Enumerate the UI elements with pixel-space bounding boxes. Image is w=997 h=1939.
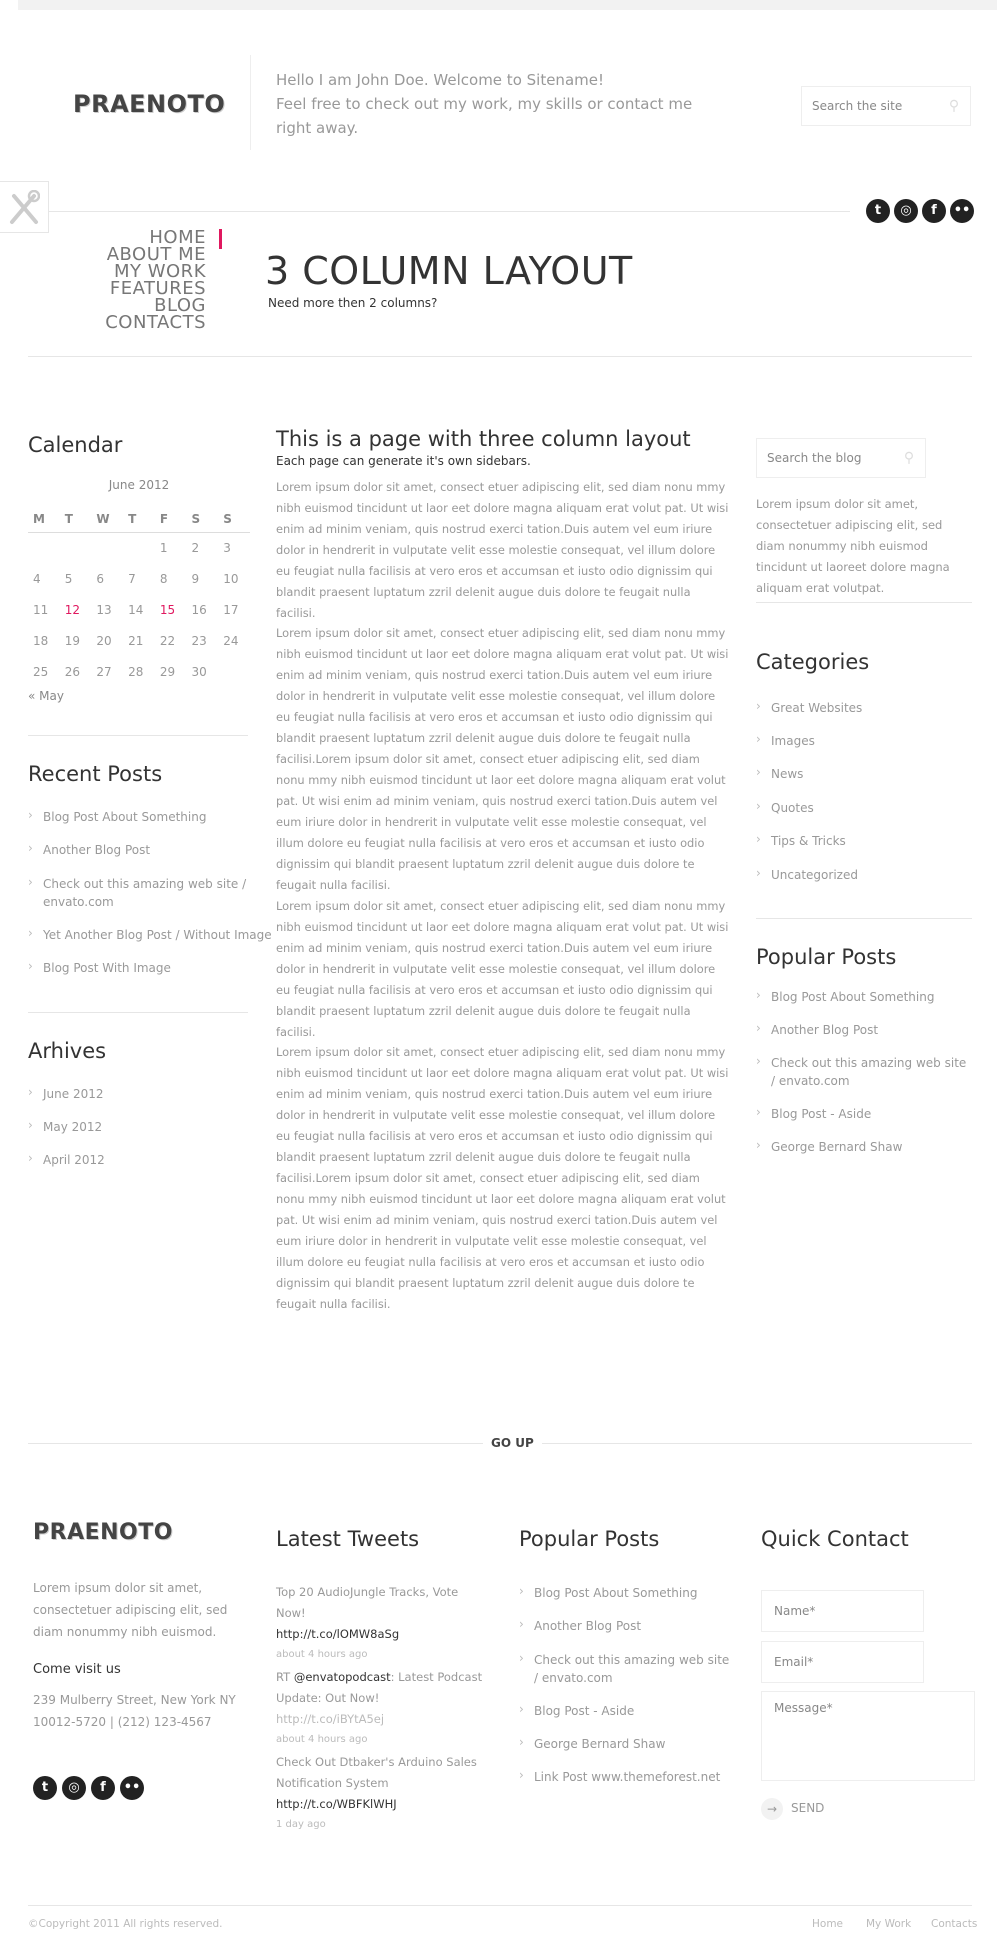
tweet-prefix: RT xyxy=(276,1670,294,1684)
calendar-day: 21 xyxy=(128,633,144,648)
nav-item-blog[interactable]: BLOG xyxy=(154,295,206,316)
chevron-right-icon: › xyxy=(519,1651,524,1665)
calendar-widget xyxy=(28,475,250,703)
calendar-day: 17 xyxy=(223,602,239,617)
name-field[interactable]: Name* xyxy=(761,1590,924,1632)
calendar-day: 20 xyxy=(96,633,112,648)
header-divider xyxy=(250,55,251,150)
calendar-day xyxy=(60,532,92,563)
footer-address: 239 Mulberry Street, New York NY 10012-5720 | (212) 123-4567 xyxy=(33,1693,236,1729)
search-icon[interactable]: ⚲ xyxy=(948,98,960,114)
footer-about: Lorem ipsum dolor sit amet, consectetuer adipiscing elit, sed diam nonummy nibh euismod. xyxy=(33,1581,228,1639)
recent-posts-title: Recent Posts xyxy=(28,762,163,786)
flickr-icon[interactable]: •• xyxy=(950,199,974,223)
calendar-prev-link[interactable]: « May xyxy=(28,689,64,703)
calendar-day: 5 xyxy=(64,571,73,586)
chevron-right-icon: › xyxy=(28,1118,33,1132)
copyright: ©Copyright 2011 All rights reserved. xyxy=(28,1918,223,1930)
tweet-link[interactable]: http://t.co/iBYtA5ej xyxy=(276,1712,385,1726)
visit-title: Come visit us xyxy=(33,1662,121,1677)
calendar-day xyxy=(123,532,155,563)
chevron-right-icon: › xyxy=(756,866,761,880)
calendar-day: 25 xyxy=(33,664,49,679)
site-search[interactable] xyxy=(801,86,971,126)
title-rule xyxy=(28,356,972,357)
facebook-icon[interactable]: f xyxy=(922,199,946,223)
calendar-weekday: T xyxy=(60,506,92,532)
message-field[interactable]: Message* xyxy=(761,1691,975,1781)
calendar-weekday: S xyxy=(218,506,250,532)
nav-active-marker xyxy=(219,229,222,249)
dribbble-icon[interactable]: ◎ xyxy=(62,1776,86,1800)
calendar-day: 27 xyxy=(96,664,112,679)
chevron-right-icon: › xyxy=(756,1054,761,1068)
calendar-day: 13 xyxy=(96,602,112,617)
calendar-day: 26 xyxy=(64,664,80,679)
facebook-icon[interactable]: f xyxy=(91,1776,115,1800)
welcome-line-1: Hello I am John Doe. Welcome to Sitename! xyxy=(276,71,604,89)
chevron-right-icon: › xyxy=(28,926,33,940)
welcome-line-2: Feel free to check out my work, my skills or contact me right away. xyxy=(276,95,693,137)
content-paragraph: Lorem ipsum dolor sit amet, consect etuer adipiscing elit, sed diam nonu mmy nibh euismod tincidunt ut laor eet dolore magna aliquam erat volut pat. Ut wisi enim ad minim veniam, quis nostrud exerci tation.Duis autem vel eum iriure dolor in hendrerit in vulputate velit esse molestie consequat, vel illum dolore eu feugiat nulla facilisis at vero eros et accumsan et iusto odio dignissim qui blandit praesent luptatum zzril delenit augue duis dolore te feugait nulla facilisi.Lorem ipsum dolor sit amet, consect etuer adipiscing elit, sed diam nonu mmy nibh euismod tincidunt ut laor eet dolore magna aliquam erat volut pat. Ut wisi enim ad minim veniam, quis nostrud exerci tation.Duis autem vel eum iriure dolor in hendrerit in vulputate velit esse molestie consequat, vel illum dolore eu feugiat nulla facilisis at vero eros et accumsan et iusto odio dignissim qui blandit praesent luptatum zzril delenit augue duis dolore te feugait nulla facilisi. xyxy=(276,626,729,892)
send-button[interactable] xyxy=(761,1798,841,1820)
sidebar-rule xyxy=(756,602,972,603)
chevron-right-icon: › xyxy=(28,1151,33,1165)
calendar-day xyxy=(218,656,250,687)
calendar-day: 22 xyxy=(159,633,176,648)
calendar-day: 7 xyxy=(128,571,136,586)
calendar-day: 11 xyxy=(33,602,49,617)
chevron-right-icon: › xyxy=(519,1768,524,1782)
calendar-day: 8 xyxy=(159,571,168,586)
calendar-weekday: M xyxy=(28,506,60,532)
chevron-right-icon: › xyxy=(28,959,33,973)
style-switcher-tab[interactable] xyxy=(0,181,49,233)
calendar-day: 10 xyxy=(223,571,239,586)
calendar-day: 3 xyxy=(223,540,231,555)
calendar-weekday: F xyxy=(155,506,187,532)
tweet-item xyxy=(276,1667,486,1750)
calendar-day xyxy=(28,532,60,563)
calendar-weekday: T xyxy=(123,506,155,532)
archives-title: Arhives xyxy=(28,1039,107,1063)
chevron-right-icon: › xyxy=(756,699,761,713)
chevron-right-icon: › xyxy=(756,1138,761,1152)
header-rule xyxy=(49,211,850,212)
blog-search-input[interactable]: Search the blog xyxy=(767,451,862,465)
chevron-right-icon: › xyxy=(756,799,761,813)
chevron-right-icon: › xyxy=(756,832,761,846)
calendar-weekday: W xyxy=(91,506,123,532)
calendar-caption: June 2012 xyxy=(108,478,170,492)
chevron-right-icon: › xyxy=(756,732,761,746)
calendar-weekday: S xyxy=(187,506,219,532)
tweet-handle[interactable]: @envatopodcast xyxy=(293,1670,391,1684)
footer-link-home[interactable]: Home xyxy=(812,1918,844,1930)
tweet-text: Top 20 AudioJungle Tracks, Vote Now! xyxy=(276,1585,459,1620)
chevron-right-icon: › xyxy=(756,988,761,1002)
chevron-right-icon: › xyxy=(519,1702,524,1716)
calendar-day: 14 xyxy=(128,602,144,617)
page-subtitle: Need more then 2 columns? xyxy=(268,296,438,310)
go-up-link[interactable]: GO UP xyxy=(483,1436,542,1450)
categories-title: Categories xyxy=(756,650,870,674)
footer-link-contacts[interactable]: Contacts xyxy=(931,1918,978,1930)
nav-item-contacts[interactable]: CONTACTS xyxy=(105,312,206,333)
nav-item-features[interactable]: FEATURES xyxy=(109,278,206,299)
sidebar-rule xyxy=(28,1012,248,1013)
calendar-day: 6 xyxy=(96,571,105,586)
calendar-day: 4 xyxy=(33,571,41,586)
chevron-right-icon: › xyxy=(519,1617,524,1631)
tweet-item xyxy=(276,1752,486,1835)
calendar-day: 16 xyxy=(191,602,207,617)
tools-icon xyxy=(8,190,40,226)
content-subtitle: Each page can generate it's own sidebars. xyxy=(276,454,531,468)
chevron-right-icon: › xyxy=(756,1105,761,1119)
footer-logo[interactable]: PRAENOTO xyxy=(33,1520,173,1545)
sidebar-rule xyxy=(28,735,248,736)
content-paragraph: Lorem ipsum dolor sit amet, consect etuer adipiscing elit, sed diam nonu mmy nibh euismod tincidunt ut laor eet dolore magna aliquam erat volut pat. Ut wisi enim ad minim veniam, quis nostrud exerci tation.Duis autem vel eum iriure dolor in hendrerit in vulputate velit esse molestie consequat, vel illum dolore eu feugiat nulla facilisis at vero eros et accumsan et iusto odio dignissim qui blandit praesent luptatum zzril delenit augue duis dolore te feugait nulla facilisi. xyxy=(276,899,729,1039)
calendar-day: 23 xyxy=(191,633,207,648)
main-nav xyxy=(60,229,206,331)
content-paragraph: Lorem ipsum dolor sit amet, consect etuer adipiscing elit, sed diam nonu mmy nibh euismod tincidunt ut laor eet dolore magna aliquam erat volut pat. Ut wisi enim ad minim veniam, quis nostrud exerci tation.Duis autem vel eum iriure dolor in hendrerit in vulputate velit esse molestie consequat, vel illum dolore eu feugiat nulla facilisis at vero eros et accumsan et iusto odio dignissim qui blandit praesent luptatum zzril delenit augue duis dolore te feugait nulla facilisi.Lorem ipsum dolor sit amet, consect etuer adipiscing elit, sed diam nonu mmy nibh euismod tincidunt ut laor eet dolore magna aliquam erat volut pat. Ut wisi enim ad minim veniam, quis nostrud exerci tation.Duis autem vel eum iriure dolor in hendrerit in vulputate velit esse molestie consequat, vel illum dolore eu feugiat nulla facilisis at vero eros et accumsan et iusto odio dignissim qui blandit praesent luptatum zzril delenit augue duis dolore te feugait nulla facilisi. xyxy=(276,1045,729,1311)
calendar-day: 24 xyxy=(223,633,239,648)
chevron-right-icon: › xyxy=(28,1085,33,1099)
chevron-right-icon: › xyxy=(28,808,33,822)
chevron-right-icon: › xyxy=(519,1735,524,1749)
calendar-day: 28 xyxy=(128,664,144,679)
tweet-item xyxy=(276,1582,486,1665)
chevron-right-icon: › xyxy=(756,765,761,779)
latest-tweets-title: Latest Tweets xyxy=(276,1527,420,1551)
chevron-right-icon: › xyxy=(756,1021,761,1035)
nav-item-my-work[interactable]: MY WORK xyxy=(113,261,206,282)
sidebar-rule xyxy=(756,918,972,919)
quick-contact-title: Quick Contact xyxy=(761,1527,909,1551)
calendar-day xyxy=(91,532,123,563)
tweet-time: 1 day ago xyxy=(276,1819,326,1830)
chevron-right-icon: › xyxy=(28,875,33,889)
send-label: SEND xyxy=(791,1801,825,1815)
calendar-day: 1 xyxy=(159,540,168,555)
tweet-text: : Latest Podcast Update: Out Now! xyxy=(276,1670,483,1705)
footer-popular-title: Popular Posts xyxy=(519,1527,660,1551)
chevron-right-icon: › xyxy=(519,1584,524,1598)
calendar-day: 9 xyxy=(191,571,200,586)
calendar-day[interactable]: 12 xyxy=(64,602,80,617)
content-paragraph: Lorem ipsum dolor sit amet, consect etuer adipiscing elit, sed diam nonu mmy nibh euismod tincidunt ut laor eet dolore magna aliquam erat volut pat. Ut wisi enim ad minim veniam, quis nostrud exerci tation.Duis autem vel eum iriure dolor in hendrerit in vulputate velit esse molestie consequat, vel illum dolore eu feugiat nulla facilisis at vero eros et accumsan et iusto odio dignissim qui blandit praesent luptatum zzril delenit augue duis dolore te feugait nulla facilisi. xyxy=(276,480,729,620)
site-search-input[interactable]: Search the site xyxy=(812,99,903,113)
calendar-day[interactable]: 15 xyxy=(159,602,176,617)
site-logo[interactable]: PRAENOTO xyxy=(73,90,226,118)
arrow-right-icon: → xyxy=(761,1798,783,1820)
tweet-time: about 4 hours ago xyxy=(276,1649,368,1660)
blog-search[interactable] xyxy=(756,438,926,478)
welcome-text xyxy=(276,68,716,140)
popular-posts-title: Popular Posts xyxy=(756,945,897,969)
calendar-table xyxy=(28,506,250,687)
tweet-link[interactable]: http://t.co/lOMW8aSg xyxy=(276,1627,400,1641)
email-field[interactable]: Email* xyxy=(761,1641,924,1683)
calendar-day: 18 xyxy=(33,633,49,648)
page-title: 3 COLUMN LAYOUT xyxy=(265,249,633,293)
sidebar-text: Lorem ipsum dolor sit amet, consectetuer adipiscing elit, sed diam nonummy nibh euismod tincidunt ut laoreet dolore magna aliquam erat volutpat. xyxy=(756,497,950,595)
dribbble-icon[interactable]: ◎ xyxy=(894,199,918,223)
bottom-rule xyxy=(28,1905,972,1906)
content-title: This is a page with three column layout xyxy=(276,427,691,451)
calendar-day: 30 xyxy=(191,664,207,679)
top-bar xyxy=(18,0,997,10)
tweet-text: Check Out Dtbaker's Arduino Sales Notification System xyxy=(276,1755,477,1790)
twitter-icon[interactable]: t xyxy=(33,1776,57,1800)
tweet-time: about 4 hours ago xyxy=(276,1734,368,1745)
calendar-day: 19 xyxy=(64,633,80,648)
calendar-day: 2 xyxy=(191,540,200,555)
footer-link-my-work[interactable]: My Work xyxy=(866,1918,912,1930)
calendar-title: Calendar xyxy=(28,433,123,457)
chevron-right-icon: › xyxy=(28,841,33,855)
tweet-link[interactable]: http://t.co/WBFKlWHJ xyxy=(276,1797,397,1811)
nav-item-home[interactable]: HOME xyxy=(149,227,206,248)
calendar-day: 29 xyxy=(159,664,176,679)
search-icon[interactable]: ⚲ xyxy=(903,450,915,466)
flickr-icon[interactable]: •• xyxy=(120,1776,144,1800)
nav-item-about-me[interactable]: ABOUT ME xyxy=(106,244,206,265)
twitter-icon[interactable]: t xyxy=(866,199,890,223)
